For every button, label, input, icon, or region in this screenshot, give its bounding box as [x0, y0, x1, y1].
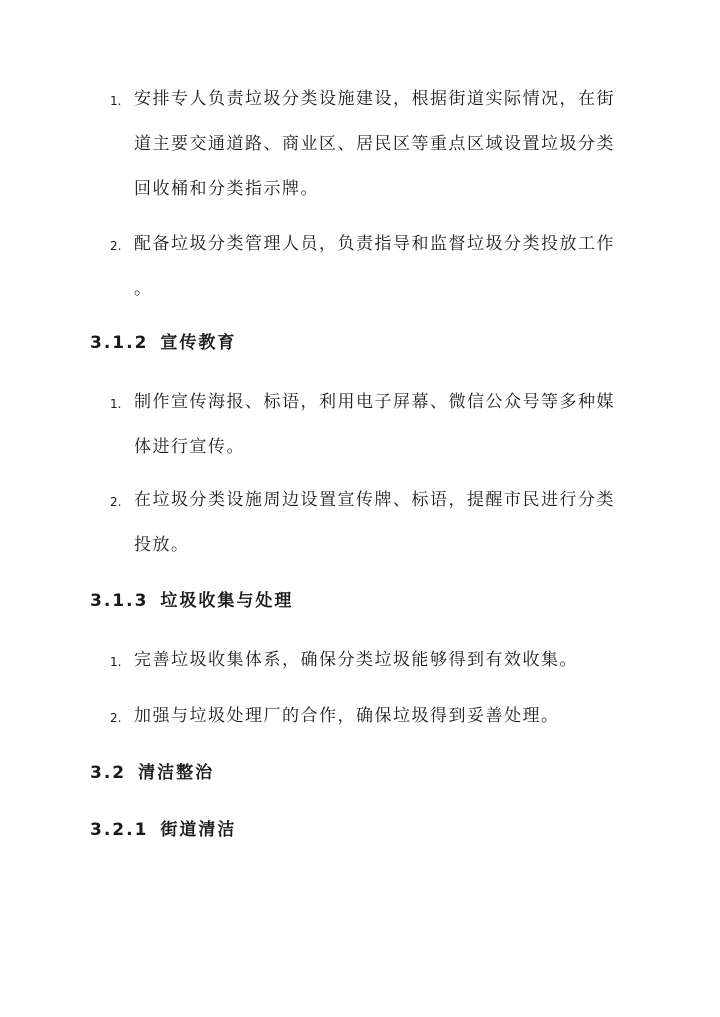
section-number: 3.2	[90, 763, 127, 783]
list-number: 2.	[110, 495, 122, 509]
list-number: 1.	[110, 655, 122, 669]
section-heading	[90, 819, 236, 841]
section-title: 宣传教育	[160, 333, 237, 353]
section-heading	[90, 332, 236, 354]
list-number: 1.	[110, 397, 122, 411]
section-heading	[90, 590, 293, 612]
list-line: 制作宣传海报、标语，利用电子屏幕、微信公众号等多种媒	[134, 392, 615, 412]
list-line: 在垃圾分类设施周边设置宣传牌、标语，提醒市民进行分类	[134, 490, 615, 510]
section-title: 清洁整治	[138, 763, 215, 783]
list-line: 安排专人负责垃圾分类设施建设，根据街道实际情况，在街	[134, 89, 615, 109]
section-number: 3.1.3	[90, 591, 149, 611]
list-number: 1.	[110, 94, 122, 108]
list-line: 回收桶和分类指示牌。	[134, 179, 319, 199]
list-line: 加强与垃圾处理厂的合作，确保垃圾得到妥善处理。	[134, 706, 560, 726]
list-number: 2.	[110, 711, 122, 725]
section-number: 3.1.2	[90, 333, 149, 353]
list-line: 配备垃圾分类管理人员，负责指导和监督垃圾分类投放工作	[134, 234, 615, 254]
list-line: 完善垃圾收集体系，确保分类垃圾能够得到有效收集。	[134, 650, 578, 670]
section-title: 街道清洁	[160, 820, 237, 840]
list-number: 2.	[110, 239, 122, 253]
list-line: 。	[134, 279, 153, 299]
section-heading	[90, 762, 214, 784]
list-line: 体进行宣传。	[134, 437, 245, 457]
list-line: 道主要交通道路、商业区、居民区等重点区域设置垃圾分类	[134, 134, 615, 154]
list-line: 投放。	[134, 535, 190, 555]
section-number: 3.2.1	[90, 820, 149, 840]
section-title: 垃圾收集与处理	[160, 591, 294, 611]
